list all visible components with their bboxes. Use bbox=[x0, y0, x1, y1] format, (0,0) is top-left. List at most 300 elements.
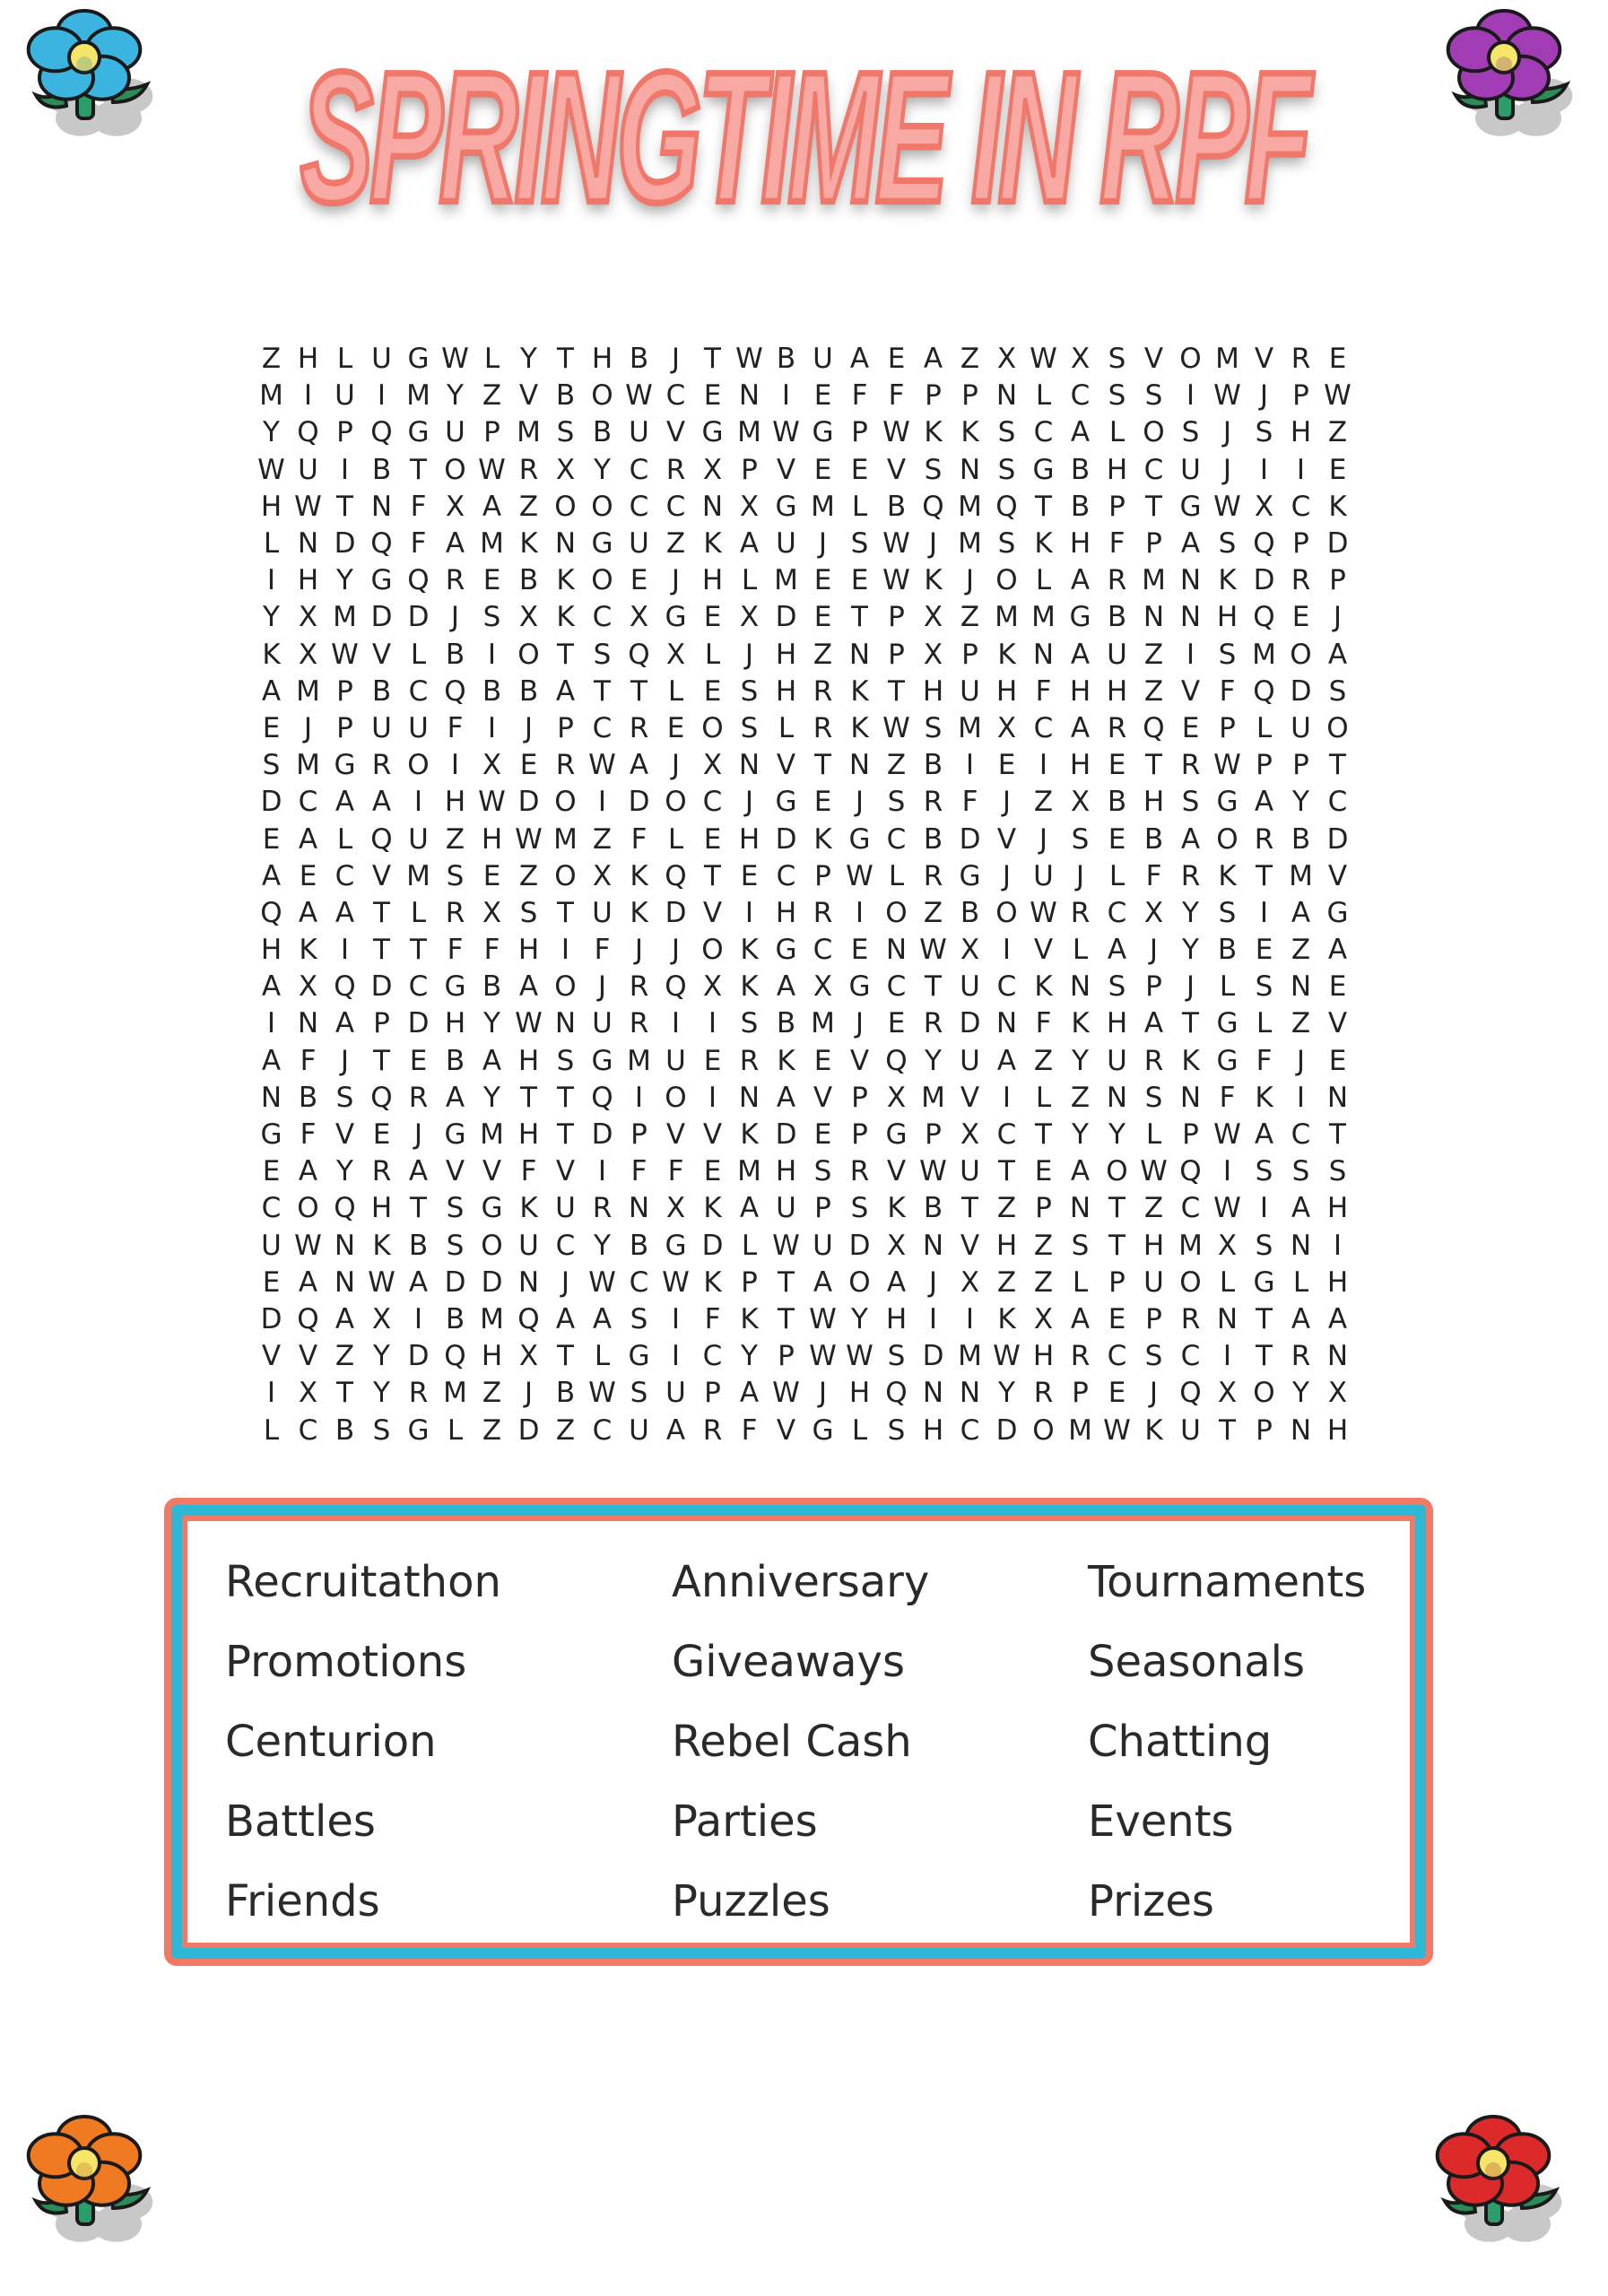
grid-letter[interactable]: A bbox=[923, 343, 943, 376]
grid-letter[interactable]: E bbox=[813, 1044, 832, 1077]
grid-letter[interactable]: N bbox=[738, 749, 761, 782]
grid-letter[interactable]: S bbox=[1144, 1081, 1163, 1114]
grid-letter[interactable]: I bbox=[1186, 379, 1195, 413]
grid-letter[interactable]: K bbox=[556, 601, 575, 634]
grid-letter[interactable]: H bbox=[1143, 1229, 1165, 1262]
grid-letter[interactable]: E bbox=[813, 379, 832, 413]
grid-letter[interactable]: N bbox=[959, 1377, 981, 1410]
grid-letter[interactable]: M bbox=[995, 601, 1019, 634]
grid-letter[interactable]: Q bbox=[628, 638, 650, 671]
grid-letter[interactable]: R bbox=[1291, 564, 1311, 597]
grid-letter[interactable]: A bbox=[408, 1265, 429, 1299]
grid-letter[interactable]: I bbox=[266, 564, 276, 597]
grid-letter[interactable]: E bbox=[1034, 1155, 1053, 1188]
grid-letter[interactable]: B bbox=[482, 674, 502, 708]
grid-letter[interactable]: W bbox=[1213, 490, 1241, 523]
grid-letter[interactable]: H bbox=[775, 638, 797, 671]
grid-letter[interactable]: S bbox=[1255, 416, 1273, 449]
grid-letter[interactable]: O bbox=[554, 786, 577, 819]
grid-letter[interactable]: W bbox=[257, 453, 285, 486]
grid-letter[interactable]: S bbox=[446, 859, 465, 892]
grid-letter[interactable]: D bbox=[1290, 674, 1312, 708]
grid-letter[interactable]: D bbox=[922, 1340, 944, 1373]
grid-letter[interactable]: G bbox=[812, 1413, 834, 1447]
grid-letter[interactable]: J bbox=[1333, 601, 1343, 634]
grid-letter[interactable]: S bbox=[262, 749, 281, 782]
grid-letter[interactable]: H bbox=[1216, 601, 1239, 634]
grid-letter[interactable]: A bbox=[445, 1081, 465, 1114]
grid-letter[interactable]: S bbox=[1108, 970, 1126, 1004]
grid-letter[interactable]: W bbox=[1213, 1192, 1241, 1225]
grid-letter[interactable]: D bbox=[517, 1413, 540, 1447]
grid-letter[interactable]: R bbox=[665, 453, 686, 486]
grid-letter[interactable]: A bbox=[482, 490, 502, 523]
grid-letter[interactable]: Q bbox=[517, 1302, 540, 1335]
grid-letter[interactable]: G bbox=[444, 1118, 466, 1152]
grid-letter[interactable]: R bbox=[592, 1192, 613, 1225]
grid-letter[interactable]: N bbox=[554, 1007, 577, 1040]
grid-letter[interactable]: D bbox=[591, 1118, 613, 1152]
grid-letter[interactable]: G bbox=[407, 416, 430, 449]
grid-letter[interactable]: I bbox=[671, 1340, 681, 1373]
grid-letter[interactable]: M bbox=[811, 490, 835, 523]
grid-letter[interactable]: U bbox=[1107, 1044, 1127, 1077]
grid-letter[interactable]: J bbox=[965, 564, 975, 597]
grid-letter[interactable]: X bbox=[298, 1377, 318, 1410]
grid-letter[interactable]: I bbox=[450, 749, 460, 782]
grid-letter[interactable]: J bbox=[413, 1118, 423, 1152]
grid-letter[interactable]: E bbox=[262, 822, 281, 856]
grid-letter[interactable]: M bbox=[296, 749, 320, 782]
grid-letter[interactable]: X bbox=[923, 638, 943, 671]
grid-letter[interactable]: J bbox=[1002, 786, 1012, 819]
grid-letter[interactable]: H bbox=[1106, 674, 1128, 708]
grid-letter[interactable]: N bbox=[370, 490, 393, 523]
grid-letter[interactable]: K bbox=[997, 1302, 1016, 1335]
grid-letter[interactable]: D bbox=[1326, 527, 1349, 561]
grid-letter[interactable]: H bbox=[1069, 674, 1091, 708]
grid-letter[interactable]: O bbox=[995, 896, 1018, 929]
grid-letter[interactable]: M bbox=[774, 564, 798, 597]
grid-letter[interactable]: C bbox=[1033, 711, 1054, 744]
grid-letter[interactable]: S bbox=[519, 896, 538, 929]
grid-letter[interactable]: C bbox=[776, 859, 796, 892]
grid-letter[interactable]: H bbox=[701, 564, 724, 597]
grid-letter[interactable]: Z bbox=[261, 343, 282, 376]
grid-letter[interactable]: N bbox=[922, 1377, 944, 1410]
grid-letter[interactable]: K bbox=[850, 674, 869, 708]
grid-letter[interactable]: I bbox=[634, 1081, 644, 1114]
grid-letter[interactable]: P bbox=[1256, 749, 1273, 782]
grid-letter[interactable]: Z bbox=[482, 1377, 502, 1410]
grid-letter[interactable]: T bbox=[1256, 1340, 1273, 1373]
grid-letter[interactable]: H bbox=[370, 1192, 393, 1225]
grid-letter[interactable]: J bbox=[671, 564, 681, 597]
grid-letter[interactable]: Z bbox=[482, 379, 502, 413]
grid-letter[interactable]: V bbox=[482, 1155, 502, 1188]
grid-letter[interactable]: J bbox=[524, 1377, 534, 1410]
grid-letter[interactable]: R bbox=[923, 1007, 943, 1040]
grid-letter[interactable]: B bbox=[1070, 453, 1091, 486]
grid-letter[interactable]: F bbox=[483, 934, 500, 967]
grid-letter[interactable]: L bbox=[1145, 1118, 1162, 1152]
grid-letter[interactable]: D bbox=[959, 822, 981, 856]
grid-letter[interactable]: H bbox=[260, 490, 282, 523]
grid-letter[interactable]: M bbox=[259, 379, 283, 413]
grid-letter[interactable]: C bbox=[960, 1413, 980, 1447]
grid-letter[interactable]: M bbox=[811, 1007, 835, 1040]
grid-letter[interactable]: B bbox=[1107, 786, 1127, 819]
grid-letter[interactable]: Y bbox=[373, 1377, 390, 1410]
grid-letter[interactable]: K bbox=[1181, 1044, 1200, 1077]
grid-letter[interactable]: R bbox=[1107, 564, 1127, 597]
grid-letter[interactable]: T bbox=[1329, 1118, 1346, 1152]
grid-letter[interactable]: S bbox=[1255, 970, 1273, 1004]
grid-letter[interactable]: R bbox=[1291, 1340, 1311, 1373]
grid-letter[interactable]: N bbox=[297, 527, 319, 561]
grid-letter[interactable]: T bbox=[520, 1081, 537, 1114]
grid-letter[interactable]: N bbox=[1179, 564, 1202, 597]
grid-letter[interactable]: T bbox=[961, 1192, 978, 1225]
grid-letter[interactable]: S bbox=[1071, 1229, 1090, 1262]
grid-letter[interactable]: U bbox=[665, 1377, 686, 1410]
grid-letter[interactable]: E bbox=[813, 786, 832, 819]
grid-letter[interactable]: S bbox=[482, 601, 501, 634]
grid-letter[interactable]: I bbox=[487, 711, 497, 744]
grid-letter[interactable]: K bbox=[519, 1192, 538, 1225]
grid-letter[interactable]: Q bbox=[444, 674, 466, 708]
grid-letter[interactable]: H bbox=[297, 564, 319, 597]
grid-letter[interactable]: H bbox=[1069, 749, 1091, 782]
grid-letter[interactable]: R bbox=[445, 564, 465, 597]
grid-letter[interactable]: E bbox=[813, 453, 832, 486]
grid-letter[interactable]: M bbox=[480, 1302, 504, 1335]
grid-letter[interactable]: I bbox=[671, 1007, 681, 1040]
grid-letter[interactable]: G bbox=[444, 970, 466, 1004]
grid-letter[interactable]: T bbox=[1108, 1229, 1126, 1262]
grid-letter[interactable]: W bbox=[662, 1265, 690, 1299]
grid-letter[interactable]: Y bbox=[336, 564, 353, 597]
grid-letter[interactable]: M bbox=[406, 379, 430, 413]
grid-letter[interactable]: L bbox=[1256, 711, 1273, 744]
grid-letter[interactable]: Y bbox=[594, 1229, 611, 1262]
grid-letter[interactable]: D bbox=[334, 527, 356, 561]
grid-letter[interactable]: S bbox=[997, 416, 1016, 449]
grid-letter[interactable]: T bbox=[557, 343, 574, 376]
grid-letter[interactable]: Y bbox=[1292, 1377, 1309, 1410]
grid-letter[interactable]: X bbox=[886, 1081, 907, 1114]
grid-letter[interactable]: M bbox=[553, 822, 578, 856]
grid-letter[interactable]: J bbox=[671, 749, 681, 782]
grid-letter[interactable]: L bbox=[778, 711, 795, 744]
grid-letter[interactable]: A bbox=[298, 822, 318, 856]
grid-letter[interactable]: M bbox=[1031, 601, 1056, 634]
grid-letter[interactable]: C bbox=[702, 786, 723, 819]
grid-letter[interactable]: W bbox=[588, 1265, 616, 1299]
grid-letter[interactable]: O bbox=[554, 970, 577, 1004]
grid-letter[interactable]: S bbox=[850, 527, 869, 561]
grid-letter[interactable]: N bbox=[738, 379, 761, 413]
grid-letter[interactable]: K bbox=[703, 1265, 722, 1299]
grid-letter[interactable]: M bbox=[296, 674, 320, 708]
grid-letter[interactable]: H bbox=[517, 1118, 540, 1152]
grid-letter[interactable]: X bbox=[702, 749, 723, 782]
grid-letter[interactable]: Z bbox=[1033, 1265, 1054, 1299]
grid-letter[interactable]: F bbox=[630, 822, 648, 856]
grid-letter[interactable]: Z bbox=[1291, 934, 1311, 967]
grid-letter[interactable]: K bbox=[740, 1118, 759, 1152]
grid-letter[interactable]: A bbox=[1291, 1302, 1311, 1335]
grid-letter[interactable]: N bbox=[1326, 1081, 1349, 1114]
grid-letter[interactable]: C bbox=[1033, 416, 1054, 449]
grid-letter[interactable]: N bbox=[1326, 1340, 1349, 1373]
grid-letter[interactable]: D bbox=[370, 970, 393, 1004]
grid-letter[interactable]: L bbox=[888, 859, 905, 892]
grid-letter[interactable]: K bbox=[372, 1229, 391, 1262]
grid-letter[interactable]: S bbox=[593, 638, 612, 671]
grid-letter[interactable]: D bbox=[995, 1413, 1018, 1447]
grid-letter[interactable]: U bbox=[335, 379, 355, 413]
grid-letter[interactable]: B bbox=[555, 379, 576, 413]
grid-letter[interactable]: C bbox=[298, 1413, 318, 1447]
grid-letter[interactable]: U bbox=[813, 343, 833, 376]
grid-letter[interactable]: D bbox=[775, 822, 797, 856]
grid-letter[interactable]: N bbox=[885, 934, 908, 967]
grid-letter[interactable]: J bbox=[1149, 934, 1159, 967]
grid-letter[interactable]: O bbox=[848, 1265, 871, 1299]
grid-letter[interactable]: L bbox=[1108, 859, 1126, 892]
grid-letter[interactable]: I bbox=[597, 1155, 607, 1188]
grid-letter[interactable]: O bbox=[1106, 1155, 1128, 1188]
grid-letter[interactable]: T bbox=[410, 453, 427, 486]
grid-letter[interactable]: H bbox=[444, 1007, 466, 1040]
grid-letter[interactable]: U bbox=[960, 1155, 980, 1188]
grid-letter[interactable]: X bbox=[813, 970, 833, 1004]
grid-letter[interactable]: R bbox=[702, 1413, 723, 1447]
grid-letter[interactable]: S bbox=[1181, 416, 1200, 449]
grid-letter[interactable]: A bbox=[592, 1302, 613, 1335]
grid-letter[interactable]: K bbox=[1218, 859, 1237, 892]
grid-letter[interactable]: G bbox=[481, 1192, 503, 1225]
grid-letter[interactable]: R bbox=[408, 1377, 429, 1410]
grid-letter[interactable]: J bbox=[597, 970, 607, 1004]
grid-letter[interactable]: L bbox=[851, 1413, 868, 1447]
grid-letter[interactable]: E bbox=[1291, 601, 1310, 634]
grid-letter[interactable]: S bbox=[1291, 1155, 1310, 1188]
grid-letter[interactable]: K bbox=[887, 1192, 906, 1225]
grid-letter[interactable]: T bbox=[1108, 1192, 1126, 1225]
grid-letter[interactable]: U bbox=[445, 416, 465, 449]
grid-letter[interactable]: W bbox=[294, 1229, 322, 1262]
grid-letter[interactable]: T bbox=[814, 749, 831, 782]
grid-letter[interactable]: S bbox=[740, 1007, 759, 1040]
grid-letter[interactable]: P bbox=[741, 453, 758, 486]
grid-letter[interactable]: A bbox=[261, 970, 282, 1004]
grid-letter[interactable]: K bbox=[1328, 490, 1347, 523]
grid-letter[interactable]: S bbox=[1328, 1155, 1347, 1188]
grid-letter[interactable]: X bbox=[886, 1229, 907, 1262]
grid-letter[interactable]: E bbox=[1328, 453, 1347, 486]
grid-letter[interactable]: W bbox=[368, 1265, 395, 1299]
grid-letter[interactable]: J bbox=[1149, 1377, 1159, 1410]
grid-letter[interactable]: W bbox=[1030, 896, 1057, 929]
grid-letter[interactable]: J bbox=[1075, 859, 1085, 892]
grid-letter[interactable]: K bbox=[1255, 1081, 1273, 1114]
grid-letter[interactable]: H bbox=[591, 343, 613, 376]
grid-letter[interactable]: M bbox=[1142, 564, 1166, 597]
grid-letter[interactable]: Q bbox=[297, 1302, 319, 1335]
grid-letter[interactable]: A bbox=[261, 1044, 282, 1077]
grid-letter[interactable]: L bbox=[410, 896, 427, 929]
grid-letter[interactable]: X bbox=[482, 896, 502, 929]
grid-letter[interactable]: Y bbox=[1182, 896, 1199, 929]
grid-letter[interactable]: V bbox=[960, 1229, 980, 1262]
grid-letter[interactable]: U bbox=[960, 674, 980, 708]
grid-letter[interactable]: I bbox=[266, 1007, 276, 1040]
grid-letter[interactable]: L bbox=[1219, 1265, 1236, 1299]
grid-letter[interactable]: E bbox=[1328, 343, 1347, 376]
grid-letter[interactable]: O bbox=[407, 749, 430, 782]
grid-letter[interactable]: V bbox=[776, 453, 796, 486]
grid-letter[interactable]: O bbox=[297, 1192, 319, 1225]
grid-letter[interactable]: I bbox=[708, 1007, 717, 1040]
grid-letter[interactable]: L bbox=[667, 822, 684, 856]
grid-letter[interactable]: N bbox=[1179, 601, 1202, 634]
grid-letter[interactable]: R bbox=[1033, 1377, 1054, 1410]
grid-letter[interactable]: L bbox=[1035, 379, 1052, 413]
grid-letter[interactable]: N bbox=[260, 1081, 282, 1114]
grid-letter[interactable]: Z bbox=[592, 822, 613, 856]
grid-letter[interactable]: V bbox=[335, 1118, 355, 1152]
grid-letter[interactable]: U bbox=[371, 343, 392, 376]
grid-letter[interactable]: C bbox=[555, 1229, 576, 1262]
grid-letter[interactable]: M bbox=[1068, 1413, 1092, 1447]
grid-letter[interactable]: E bbox=[1108, 822, 1126, 856]
grid-letter[interactable]: P bbox=[336, 711, 353, 744]
grid-letter[interactable]: Q bbox=[1179, 1377, 1202, 1410]
grid-letter[interactable]: O bbox=[885, 896, 908, 929]
grid-letter[interactable]: Z bbox=[482, 1413, 502, 1447]
grid-letter[interactable]: G bbox=[1032, 453, 1055, 486]
grid-letter[interactable]: G bbox=[848, 970, 871, 1004]
grid-letter[interactable]: U bbox=[1033, 859, 1054, 892]
grid-letter[interactable]: A bbox=[1180, 527, 1201, 561]
grid-letter[interactable]: Z bbox=[960, 343, 980, 376]
grid-letter[interactable]: R bbox=[445, 896, 465, 929]
grid-letter[interactable]: F bbox=[1219, 674, 1236, 708]
grid-letter[interactable]: J bbox=[818, 1377, 828, 1410]
grid-letter[interactable]: W bbox=[1213, 379, 1241, 413]
grid-letter[interactable]: N bbox=[848, 638, 871, 671]
grid-letter[interactable]: L bbox=[1072, 1265, 1089, 1299]
grid-letter[interactable]: F bbox=[447, 711, 464, 744]
grid-letter[interactable]: M bbox=[737, 416, 761, 449]
grid-letter[interactable]: F bbox=[594, 934, 611, 967]
grid-letter[interactable]: U bbox=[555, 1192, 576, 1225]
grid-letter[interactable]: A bbox=[555, 674, 576, 708]
grid-letter[interactable]: A bbox=[776, 1081, 796, 1114]
grid-letter[interactable]: E bbox=[262, 1265, 281, 1299]
grid-letter[interactable]: R bbox=[1070, 896, 1091, 929]
grid-letter[interactable]: L bbox=[447, 1413, 464, 1447]
grid-letter[interactable]: J bbox=[450, 601, 460, 634]
grid-letter[interactable]: I bbox=[1259, 896, 1269, 929]
grid-letter[interactable]: P bbox=[1292, 379, 1309, 413]
grid-letter[interactable]: E bbox=[666, 711, 685, 744]
grid-letter[interactable]: M bbox=[958, 490, 982, 523]
grid-letter[interactable]: B bbox=[482, 970, 502, 1004]
grid-letter[interactable]: P bbox=[1145, 970, 1162, 1004]
grid-letter[interactable]: H bbox=[517, 1044, 540, 1077]
grid-letter[interactable]: X bbox=[1143, 896, 1164, 929]
grid-letter[interactable]: X bbox=[1254, 490, 1274, 523]
grid-letter[interactable]: I bbox=[1259, 1192, 1269, 1225]
grid-letter[interactable]: N bbox=[1069, 970, 1091, 1004]
grid-letter[interactable]: V bbox=[886, 453, 907, 486]
grid-letter[interactable]: U bbox=[298, 453, 318, 486]
grid-letter[interactable]: X bbox=[445, 490, 465, 523]
grid-letter[interactable]: E bbox=[850, 453, 869, 486]
grid-letter[interactable]: R bbox=[629, 1007, 649, 1040]
grid-letter[interactable]: G bbox=[370, 564, 393, 597]
grid-letter[interactable]: B bbox=[445, 1044, 465, 1077]
grid-letter[interactable]: R bbox=[1291, 343, 1311, 376]
grid-letter[interactable]: I bbox=[340, 934, 350, 967]
grid-letter[interactable]: R bbox=[923, 859, 943, 892]
grid-letter[interactable]: C bbox=[665, 379, 686, 413]
grid-letter[interactable]: T bbox=[336, 490, 353, 523]
grid-letter[interactable]: Q bbox=[334, 1192, 356, 1225]
grid-letter[interactable]: G bbox=[1216, 1007, 1239, 1040]
grid-letter[interactable]: G bbox=[1216, 1044, 1239, 1077]
grid-letter[interactable]: N bbox=[738, 1081, 761, 1114]
grid-letter[interactable]: T bbox=[373, 934, 390, 967]
grid-letter[interactable]: I bbox=[597, 786, 607, 819]
grid-letter[interactable]: O bbox=[665, 1081, 687, 1114]
grid-letter[interactable]: O bbox=[1290, 638, 1312, 671]
grid-letter[interactable]: P bbox=[1219, 711, 1236, 744]
grid-letter[interactable]: Y bbox=[741, 1340, 758, 1373]
grid-letter[interactable]: U bbox=[592, 1007, 613, 1040]
grid-letter[interactable]: W bbox=[846, 1340, 874, 1373]
grid-letter[interactable]: P bbox=[888, 638, 905, 671]
grid-letter[interactable]: S bbox=[1108, 343, 1126, 376]
word-search-grid[interactable] bbox=[253, 341, 1356, 1449]
grid-letter[interactable]: K bbox=[630, 859, 648, 892]
grid-letter[interactable]: N bbox=[297, 1007, 319, 1040]
grid-letter[interactable]: W bbox=[331, 638, 359, 671]
grid-letter[interactable]: N bbox=[848, 749, 871, 782]
grid-letter[interactable]: B bbox=[923, 822, 943, 856]
grid-letter[interactable]: A bbox=[555, 1302, 576, 1335]
grid-letter[interactable]: Z bbox=[665, 527, 686, 561]
grid-letter[interactable]: H bbox=[260, 934, 282, 967]
grid-letter[interactable]: I bbox=[1222, 1155, 1232, 1188]
grid-letter[interactable]: T bbox=[778, 1265, 795, 1299]
grid-letter[interactable]: U bbox=[261, 1229, 282, 1262]
grid-letter[interactable]: U bbox=[960, 1044, 980, 1077]
grid-letter[interactable]: D bbox=[1253, 564, 1275, 597]
grid-letter[interactable]: P bbox=[851, 416, 868, 449]
grid-letter[interactable]: H bbox=[995, 1229, 1018, 1262]
grid-letter[interactable]: A bbox=[1143, 1007, 1164, 1040]
grid-letter[interactable]: S bbox=[740, 711, 759, 744]
grid-letter[interactable]: J bbox=[1222, 416, 1232, 449]
grid-letter[interactable]: W bbox=[1140, 1155, 1168, 1188]
grid-letter[interactable]: J bbox=[928, 527, 938, 561]
grid-letter[interactable]: V bbox=[1180, 674, 1201, 708]
grid-letter[interactable]: X bbox=[923, 601, 943, 634]
